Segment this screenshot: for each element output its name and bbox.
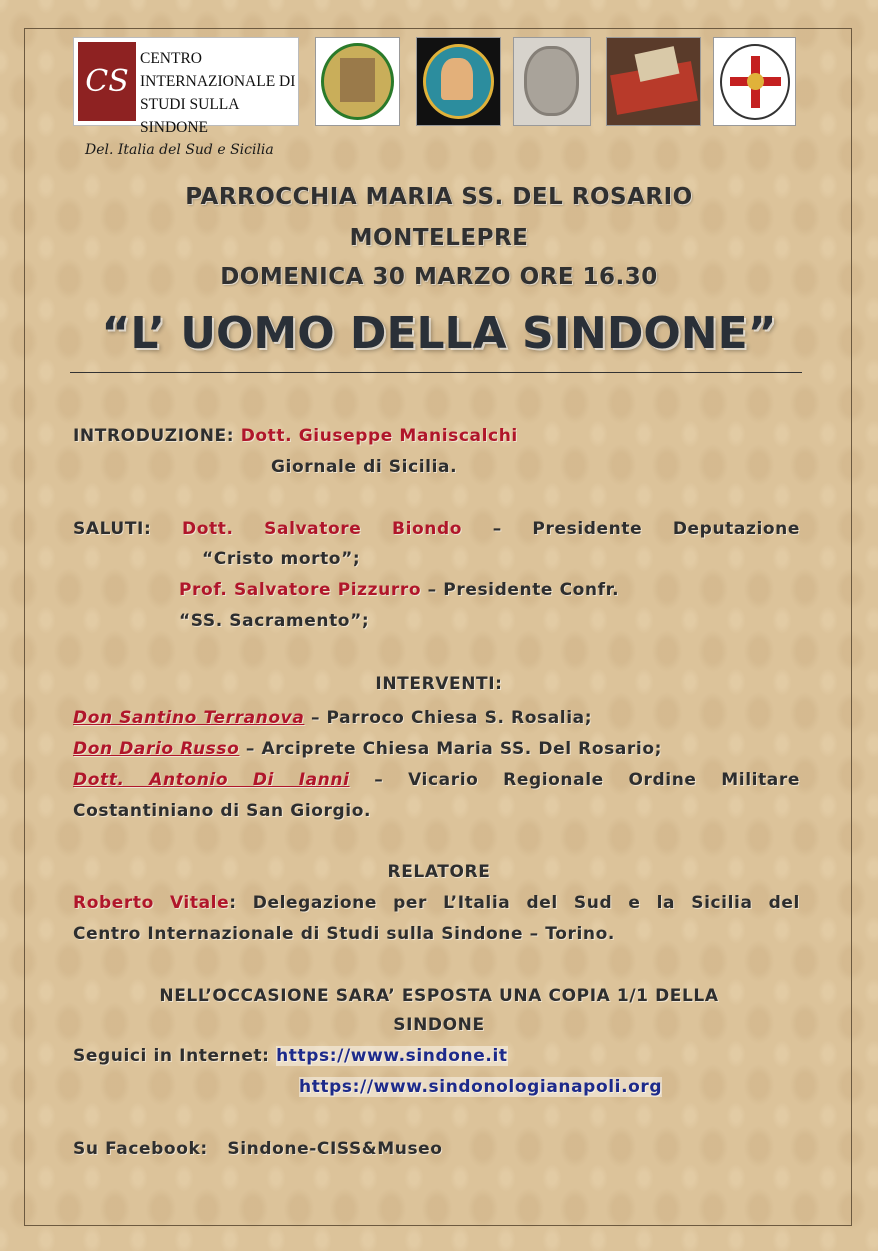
- constantinian-order-cross-icon: [713, 37, 796, 126]
- speaker-3-role2: Costantiniano di San Giorgio.: [73, 801, 372, 821]
- ciss-logo: [73, 37, 299, 136]
- saluti-line-2: [179, 580, 619, 600]
- saluti-p2-name: Prof. Salvatore Pizzurro: [179, 580, 422, 600]
- saluti-p1-name: Dott. Salvatore Biondo: [182, 519, 463, 539]
- notice-line-2: SINDONE: [393, 1015, 485, 1035]
- ciss-monogram-icon: CS: [78, 42, 136, 121]
- relatore-role: : Delegazione per L’Italia del Sud e la Sicilia del: [229, 893, 800, 913]
- parish-name: PARROCCHIA MARIA SS. DEL ROSARIO: [185, 184, 693, 210]
- facebook-label: Su Facebook:: [73, 1139, 208, 1159]
- saluti-p1-role: – Presidente Deputazione: [492, 519, 800, 539]
- facebook-line: [73, 1139, 443, 1159]
- link-sindonologianapoli[interactable]: https://www.sindonologianapoli.org: [299, 1077, 663, 1097]
- parish-seal-icon: [315, 37, 400, 126]
- interventi-speaker-3: [73, 770, 800, 790]
- internet-label: Seguici in Internet:: [73, 1046, 270, 1066]
- speaker-2-name: Don Dario Russo: [73, 739, 240, 759]
- introduzione-name: Dott. Giuseppe Maniscalchi: [240, 426, 518, 446]
- introduzione-line: [73, 426, 518, 446]
- introduzione-label: INTRODUZIONE:: [73, 426, 235, 446]
- event-title: “L’ UOMO DELLA SINDONE”: [101, 308, 777, 359]
- delegation-label: Del. Italia del Sud e Sicilia: [85, 142, 274, 158]
- saluti-p2-role: – Presidente Confr.: [427, 580, 620, 600]
- town-name: MONTELEPRE: [349, 225, 529, 251]
- silver-medallion-icon: [513, 37, 591, 126]
- saluti-p2-role2: “SS. Sacramento”;: [179, 611, 370, 631]
- title-divider: [70, 372, 802, 373]
- internet-line: [73, 1046, 508, 1066]
- speaker-1-name: Don Santino Terranova: [73, 708, 305, 728]
- relatore-heading: RELATORE: [387, 862, 491, 882]
- saluti-p1-role2: “Cristo morto”;: [202, 549, 361, 569]
- speaker-3-name: Dott. Antonio Di Ianni: [73, 770, 350, 790]
- speaker-3-role: – Vicario Regionale Ordine Militare: [374, 770, 800, 790]
- interventi-speaker-1: [73, 708, 592, 728]
- event-date-time: DOMENICA 30 MARZO ORE 16.30: [220, 264, 658, 290]
- relatore-line-1: [73, 893, 800, 913]
- interventi-speaker-2: [73, 739, 662, 759]
- ciss-logo-text: CENTRO INTERNAZIONALE DI STUDI SULLA SINDONE: [140, 50, 296, 136]
- shroud-photo-icon: [606, 37, 701, 126]
- link-sindone[interactable]: https://www.sindone.it: [276, 1046, 508, 1066]
- relatore-name: Roberto Vitale: [73, 893, 230, 913]
- speaker-2-role: – Arciprete Chiesa Maria SS. Del Rosario;: [245, 739, 663, 759]
- relatore-role2: Centro Internazionale di Studi sulla Sindone – Torino.: [73, 924, 615, 944]
- introduzione-role: Giornale di Sicilia.: [271, 457, 458, 477]
- facebook-page[interactable]: Sindone-CISS&Museo: [227, 1139, 443, 1159]
- notice-line-1: NELL’OCCASIONE SARA’ ESPOSTA UNA COPIA 1/1 DELLA: [159, 986, 719, 1006]
- interventi-heading: INTERVENTI:: [375, 674, 503, 694]
- saluti-label: SALUTI:: [73, 519, 152, 539]
- speaker-1-role: – Parroco Chiesa S. Rosalia;: [310, 708, 593, 728]
- internet-line-2: [299, 1077, 662, 1097]
- saluti-line-1: [73, 519, 800, 539]
- saint-seal-icon: [416, 37, 501, 126]
